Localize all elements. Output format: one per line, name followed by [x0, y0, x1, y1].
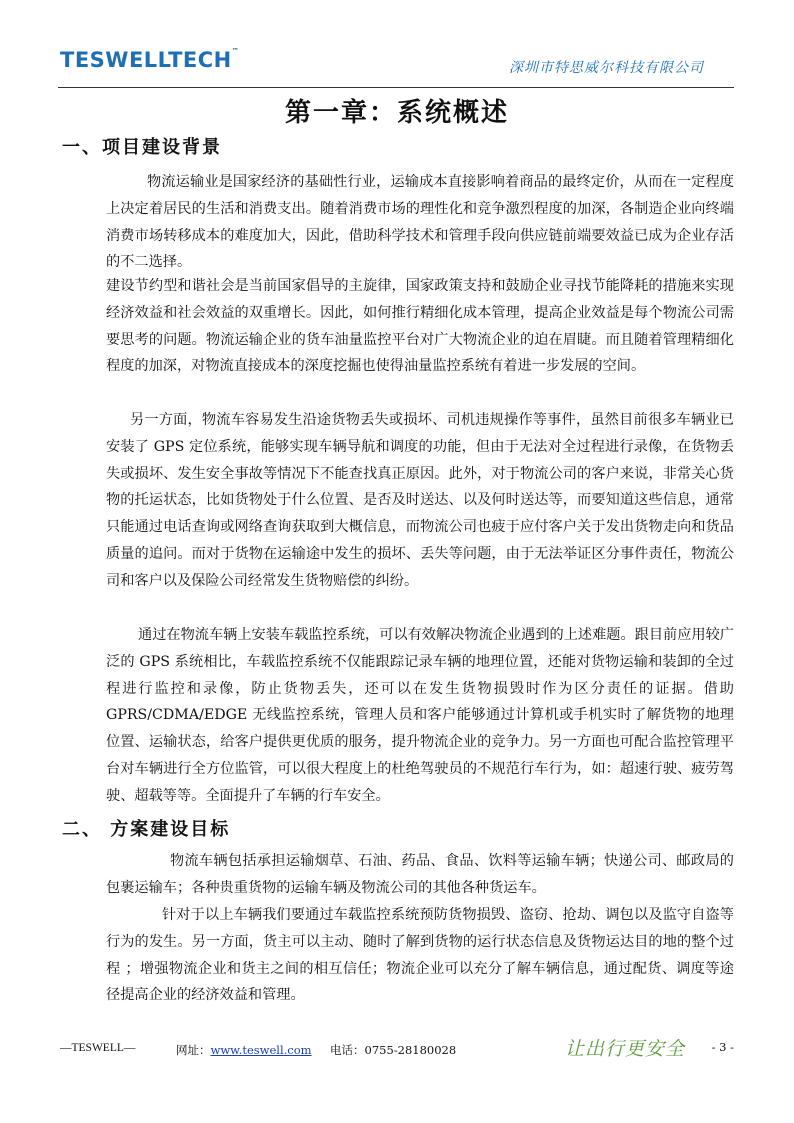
trademark-mark: ™ [231, 47, 240, 55]
header-divider [58, 87, 734, 88]
website-label: 网址： [176, 1043, 211, 1057]
slogan-logo: 让出行更安全 [565, 1038, 686, 1060]
paragraph: 物流运输业是国家经济的基础性行业，运输成本直接影响着商品的最终定价，从而在一定程度上决定着居民的生活和消费支出。随着消费市场的理性化和竞争激烈程度的加深，各制造企业向终端消费市场转移成本的难度加大，因此，借助科学技术和管理手段向供应链前端要效益已成为企业存活的不二选择。 [106, 174, 734, 271]
website-link[interactable]: www.teswell.com [210, 1043, 312, 1057]
footer-brand: —TESWELL— [60, 1042, 136, 1054]
logo-text: TESWELLTECH [60, 48, 232, 72]
page-footer [60, 1030, 740, 1070]
paragraph: 针对于以上车辆我们要通过车载监控系统预防货物损毁、盗窃、抢劫、调包以及监守自盗等行为的发生。另一方面，货主可以主动、随时了解到货物的运行状态信息及货物运达目的地的整个过程 ；增强物流企业和货主之间的相互信任；物流企业可以充分了解车辆信息，通过配货、调度等途径提高企业的经济效益和管理。 [106, 907, 734, 1004]
company-logo [60, 48, 239, 72]
paragraph: 另一方面，物流车容易发生沿途货物丢失或损坏、司机违规操作等事件，虽然目前很多车辆业已安装了 GPS 定位系统，能够实现车辆导航和调度的功能，但由于无法对全过程进行录像，在货物丢失或损坏、发生安全事故等情况下不能查找真正原因。此外，对于物流公司的客户来说，非常关心货物的托运状态，比如货物处于什么位置、是否及时送达、以及何时送达等，而要知道这些信息，通常只能通过电话查询或网络查询获取到大概信息，而物流公司也疲于应付客户关于发出货物走向和货品质量的追问。而对于货物在运输途中发生的损坏、丢失等问题，由于无法举证区分事件责任，物流公司和客户以及保险公司经常发生货物赔偿的纠纷。 [106, 412, 734, 589]
paragraph: 建设节约型和谐社会是当前国家倡导的主旋律，国家政策支持和鼓励企业寻找节能降耗的措施来实现经济效益和社会效益的双重增长。因此，如何推行精细化成本管理，提高企业效益是每个物流公司需要思考的问题。物流运输企业的货车油量监控平台对广大物流企业的迫在眉睫。而且随着管理精细化程度的加深，对物流直接成本的深度挖掘也使得油量监控系统有着进一步发展的空间。 [106, 278, 734, 375]
footer-website [176, 1042, 312, 1058]
section-heading-goals: 二、 方案建设目标 [62, 819, 231, 840]
chapter-title: 第一章：系统概述 [284, 98, 509, 128]
page-number: - 3 - [711, 1040, 734, 1054]
paragraph: 物流车辆包括承担运输烟草、石油、药品、食品、饮料等运输车辆；快递公司、邮政局的包裹运输车；各种贵重货物的运输车辆及物流公司的其他各种货运车。 [106, 853, 734, 896]
section-heading-background: 一、项目建设背景 [62, 137, 222, 158]
company-name: 深圳市特思威尔科技有限公司 [509, 60, 704, 76]
paragraph: 通过在物流车辆上安装车载监控系统，可以有效解决物流企业遇到的上述难题。跟目前应用较广泛的 GPS 系统相比，车载监控系统不仅能跟踪记录车辆的地理位置，还能对货物运输和装卸的全过程进行监控和录像，防止货物丢失，还可以在发生货物损毁时作为区分责任的证据。借助 GPRS/CDMA/EDGE 无线监控系统，管理人员和客户能够通过计算机或手机实时了解货物的地理位置、运输状态，给客户提供更优质的服务，提升物流企业的竞争力。另一方面也可配合监控管理平台对车辆进行全方位监管，可以很大程度上的杜绝驾驶员的不规范行车行为，如：超速行驶、疲劳驾驶、超载等等。全面提升了车辆的行车安全。 [106, 627, 734, 804]
footer-phone: 电话：0755-28180028 [330, 1043, 457, 1057]
page-header [60, 38, 734, 90]
